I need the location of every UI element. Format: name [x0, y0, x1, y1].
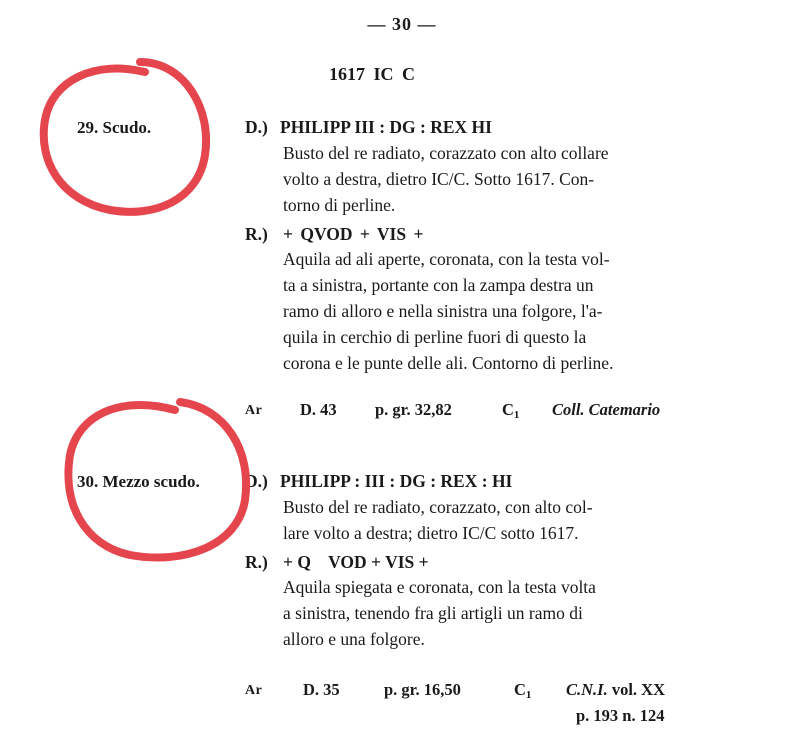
desc-line: lare volto a destra; dietro IC/C sotto 1617. — [283, 523, 579, 543]
desc-line: ta a sinistra, portante con la zampa destra un — [283, 275, 594, 295]
reverse-description-29 — [283, 246, 687, 376]
rarity-30 — [514, 680, 531, 701]
entry-label-30: 30. Mezzo scudo. — [77, 472, 200, 491]
rarity-subscript: 1 — [525, 689, 532, 701]
reverse-prefix-29: R.) — [245, 224, 268, 244]
obverse-legend-30: PHILIPP : III : DG : REX : HI — [280, 471, 513, 491]
entry-label-29: 29. Scudo. — [77, 118, 152, 137]
rarity-letter: C — [514, 680, 526, 699]
desc-line: torno di perline. — [283, 195, 396, 215]
desc-line: ramo di alloro e nella sinistra una folgore, l'a- — [283, 301, 603, 321]
desc-line: Busto del re radiato, corazzato, con alto col- — [283, 497, 593, 517]
diameter-29: D. 43 — [300, 400, 337, 419]
obverse-legend-29: PHILIPP III : DG : REX HI — [280, 117, 492, 137]
reverse-description-30 — [283, 574, 687, 652]
weight-29: p. gr. 32,82 — [375, 400, 452, 419]
reference-italic: C.N.I. — [566, 680, 608, 699]
reference-line2-30: p. 193 n. 124 — [576, 706, 665, 725]
desc-line: corona e le punte delle ali. Contorno di perline. — [283, 353, 614, 373]
reverse-legend-30: + Q VOD + VIS + — [283, 552, 429, 572]
reference-30 — [566, 680, 665, 700]
desc-line: volto a destra, dietro IC/C. Sotto 1617. Con- — [283, 169, 595, 189]
metal-29: Ar — [245, 403, 263, 418]
reverse-prefix-30: R.) — [245, 552, 268, 572]
reference-rest: vol. XX — [611, 680, 666, 699]
page-number: — 30 — — [367, 14, 437, 34]
reference-29: Coll. Catemario — [552, 400, 661, 419]
reverse-legend-29: + QVOD + VIS + — [283, 224, 424, 244]
desc-line: a sinistra, tenendo fra gli artigli un ramo di — [283, 603, 583, 623]
weight-30: p. gr. 16,50 — [384, 680, 461, 699]
desc-line: Aquila ad ali aperte, coronata, con la testa vol- — [283, 249, 610, 269]
metal-30: Ar — [245, 683, 263, 698]
desc-line: alloro e una folgore. — [283, 629, 425, 649]
desc-line: Busto del re radiato, corazzato con alto collare — [283, 143, 609, 163]
obverse-prefix-29: D.) — [245, 117, 268, 137]
rarity-subscript: 1 — [513, 409, 520, 421]
obverse-description-30 — [283, 494, 687, 546]
desc-line: Aquila spiegata e coronata, con la testa volta — [283, 577, 596, 597]
diameter-30: D. 35 — [303, 680, 340, 699]
desc-line: quila in cerchio di perline fuori di questo la — [283, 327, 587, 347]
rarity-29 — [502, 400, 519, 421]
section-heading: 1617 IC C — [329, 64, 416, 84]
rarity-letter: C — [502, 400, 514, 419]
obverse-prefix-30: D.) — [245, 471, 268, 491]
obverse-description-29 — [283, 140, 687, 218]
